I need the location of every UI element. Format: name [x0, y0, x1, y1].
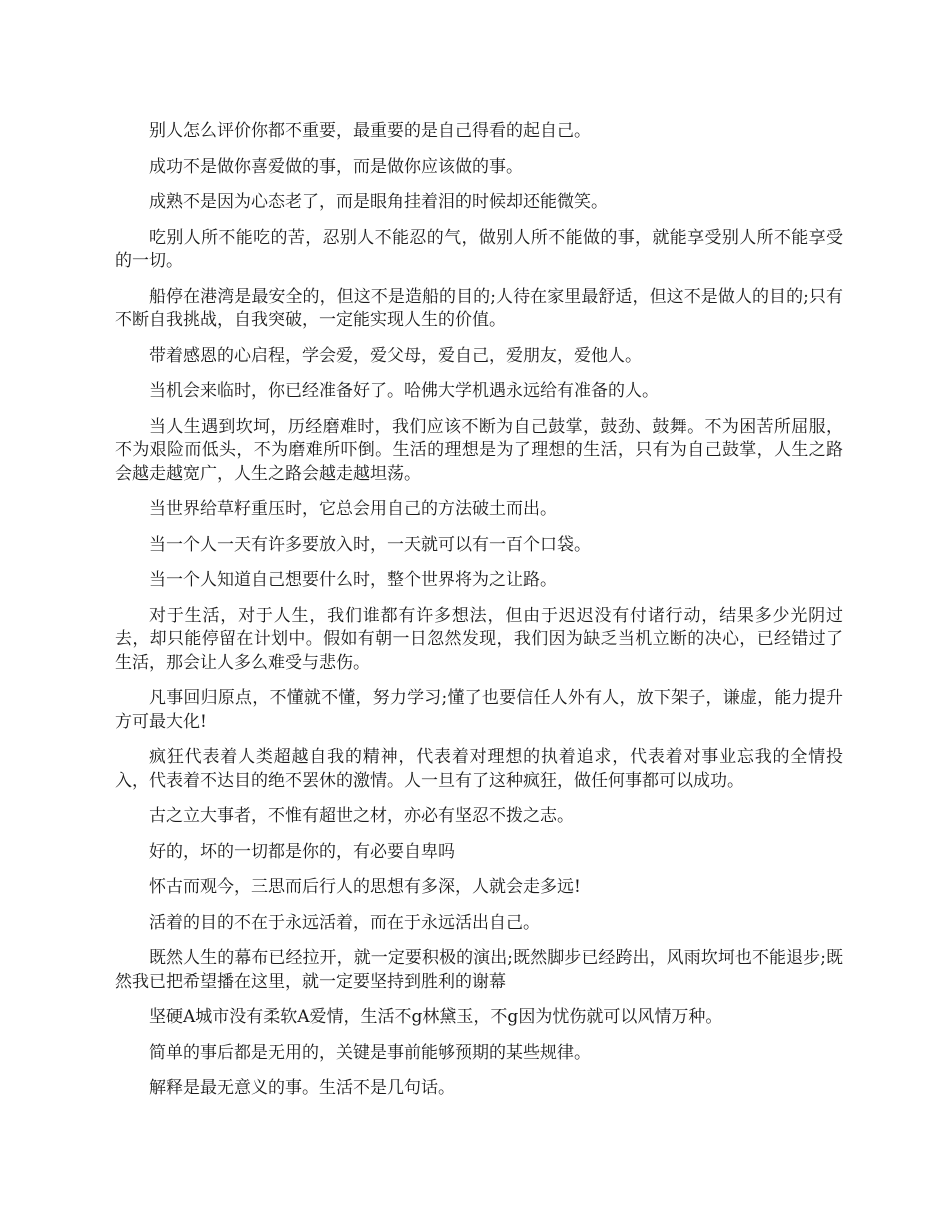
paragraph: 凡事回归原点，不懂就不懂，努力学习;懂了也要信任人外有人，放下架子，谦虚，能力提升方可最大化! [115, 688, 843, 732]
paragraph: 对于生活，对于人生，我们谁都有许多想法，但由于迟迟没有付诸行动，结果多少光阴过去，却只能停留在计划中。假如有朝一日忽然发现，我们因为缺乏当机立断的决心，已经错过了生活，那会让人多么难受与悲伤。 [115, 605, 843, 673]
paragraph: 成功不是做你喜爱做的事，而是做你应该做的事。 [149, 156, 523, 177]
paragraph: 当人生遇到坎坷，历经磨难时，我们应该不断为自己鼓掌，鼓劲、鼓舞。不为困苦所屈服，不为艰险而低头，不为磨难所吓倒。生活的理想是为了理想的生活，只有为自己鼓掌，人生之路会越走越宽广，人生之路会越走越坦荡。 [115, 416, 843, 484]
paragraph: 带着感恩的心启程，学会爱，爱父母，爱自己，爱朋友，爱他人。 [149, 345, 642, 366]
paragraph: 当世界给草籽重压时，它总会用自己的方法破土而出。 [149, 499, 557, 519]
paragraph: 活着的目的不在于永远活着，而在于永远活出自己。 [149, 912, 540, 933]
paragraph: 别人怎么评价你都不重要，最重要的是自己得看的起自己。 [149, 121, 591, 141]
paragraph: 当机会来临时，你已经准备好了。哈佛大学机遇永远给有准备的人。 [149, 381, 659, 401]
paragraph: 怀古而观今，三思而后行人的思想有多深，人就会走多远! [149, 877, 581, 897]
paragraph: 解释是最无意义的事。生活不是几句话。 [149, 1078, 455, 1098]
document-body [115, 120, 843, 1113]
paragraph: 简单的事后都是无用的，关键是事前能够预期的某些规律。 [149, 1042, 591, 1063]
paragraph: 疯狂代表着人类超越自我的精神，代表着对理想的执着追求，代表着对事业忘我的全情投入，代表着不达目的绝不罢休的激情。人一旦有了这种疯狂，做任何事都可以成功。 [115, 747, 843, 791]
paragraph: 吃别人所不能吃的苦，忍别人不能忍的气，做别人所不能做的事，就能享受别人所不能享受的一切。 [115, 227, 843, 271]
paragraph: 好的，坏的一切都是你的，有必要自卑吗 [149, 841, 455, 862]
paragraph: 当一个人一天有许多要放入时，一天就可以有一百个口袋。 [149, 534, 591, 555]
paragraph: 坚硬A城市没有柔软A爱情，生活不g林黛玉，不g因为忧伤就可以风情万种。 [149, 1007, 723, 1027]
paragraph: 船停在港湾是最安全的，但这不是造船的目的;人待在家里最舒适，但这不是做人的目的;只有不断自我挑战，自我突破，一定能实现人生的价值。 [115, 286, 843, 330]
paragraph: 古之立大事者，不惟有超世之材，亦必有坚忍不拨之志。 [149, 806, 574, 826]
paragraph: 成熟不是因为心态老了，而是眼角挂着泪的时候却还能微笑。 [149, 192, 608, 212]
paragraph: 当一个人知道自己想要什么时，整个世界将为之让路。 [149, 570, 557, 590]
paragraph: 既然人生的幕布已经拉开，就一定要积极的演出;既然脚步已经跨出，风雨坎坷也不能退步;既然我已把希望播在这里，就一定要坚持到胜利的谢幕 [115, 948, 843, 992]
